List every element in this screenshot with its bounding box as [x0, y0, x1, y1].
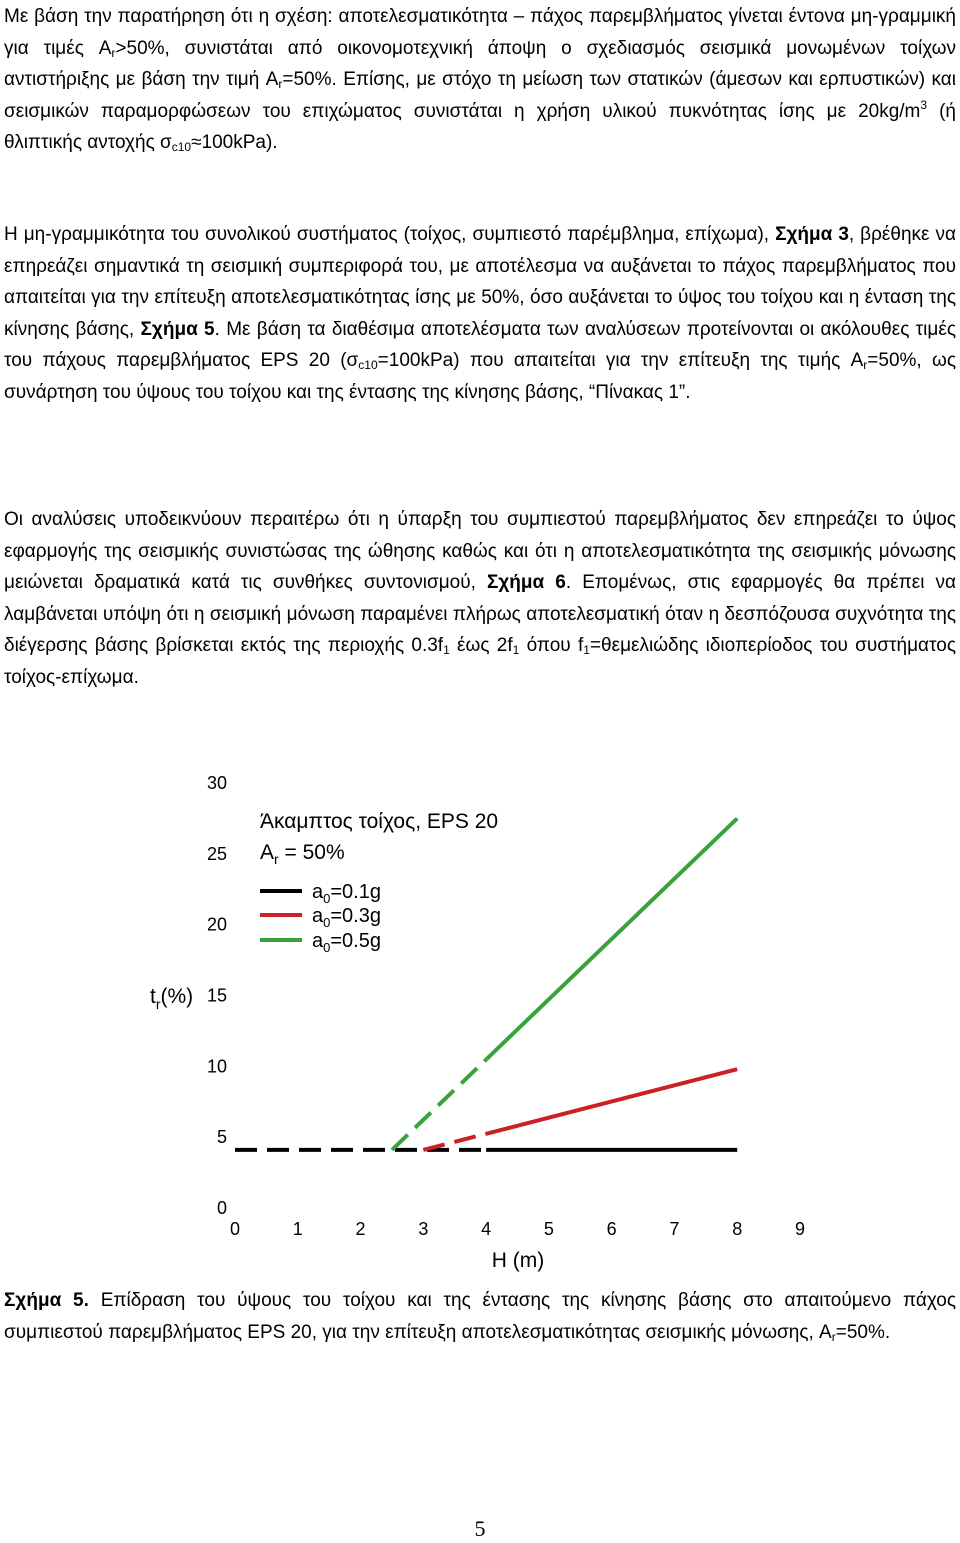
y-tick-label: 5: [216, 1127, 227, 1148]
superscript: 3: [920, 97, 928, 112]
subscript: r: [831, 1329, 836, 1344]
text-run: =50%.: [835, 1321, 891, 1343]
figure-reference: Σχήμα 3: [775, 224, 849, 245]
chart-annotation-ar: $A_r = 50\%$: [260, 841, 345, 867]
y-tick-label: 15: [206, 985, 227, 1006]
x-tick-label: 8: [732, 1219, 743, 1239]
subscript: c10: [171, 140, 192, 154]
chart-figure: [140, 770, 820, 1275]
series-line-dashed: [423, 1134, 486, 1150]
subscript: r: [863, 358, 868, 372]
legend: [260, 881, 381, 955]
text-run: , βρέθηκε να επηρεάζει σημαντικά τη σεισμική συμπεριφορά του, με αποτέλεσμα να αυξάνεται το πάχος παρεμβλήματος που απαιτείται για την επίτευξη αποτελεσματικότητας ίσης με 50%, όσο αυξάνεται το ύψος του τοίχου και η ένταση της κίνησης βάσης,: [4, 224, 956, 340]
subscript: 1: [583, 643, 590, 657]
subscript: 1: [512, 643, 520, 657]
subscript: r: [111, 45, 116, 60]
text-run: (ή θλιπτικής αντοχής σ: [4, 100, 956, 153]
x-axis-label: H (m): [491, 1249, 545, 1272]
x-tick-label: 0: [229, 1219, 241, 1239]
text-run: Επίδραση του ύψους του τοίχου και της έντασης της κίνησης βάσης στο απαιτούμενο πάχος συμπιεστού παρεμβλήματος EPS 20, για την επίτευξη αποτελεσματικότητας σεισμικής μόνωσης, A: [4, 1290, 957, 1343]
y-axis-label: $t_r(\%)$: [150, 985, 194, 1012]
legend-label: $a_0=0.5g$: [312, 930, 381, 955]
x-tick-label: 2: [355, 1219, 366, 1239]
page-number: 5: [474, 1516, 486, 1541]
caption-label: Σχήμα 5.: [4, 1290, 89, 1311]
x-tick-label: 1: [292, 1219, 303, 1239]
text-run: >50%, συνιστάται από οικονομοτεχνική άποψη ο σχεδιασμός σεισμικά μονωμένων τοίχων αντιστήριξης με βάση την τιμή A: [4, 37, 956, 90]
paragraph-3: [4, 504, 956, 693]
text-run: έως 2f: [449, 635, 513, 656]
text-run: όπου f: [519, 635, 584, 656]
paragraph-2: [4, 219, 956, 408]
legend-label: $a_0=0.1g$: [312, 881, 381, 906]
text-run: . Με βάση τα διαθέσιμα αποτελέσματα των αναλύσεων προτείνονται οι ακόλουθες τιμές του πάχους παρεμβλήματος EPS 20 (σ: [4, 318, 956, 371]
text-run: Με βάση την παρατήρηση ότι η σχέση: αποτελεσματικότητα – πάχος παρεμβλήματος γίνεται έντονα μη-γραμμική για τιμές A: [4, 6, 956, 59]
figure-reference: Σχήμα 5: [140, 318, 215, 340]
paragraph-1: [4, 1, 956, 159]
figure-caption: [4, 1285, 956, 1348]
text-run: Οι αναλύσεις υποδεικνύουν περαιτέρω ότι η ύπαρξη του συμπιεστού παρεμβλήματος δεν επηρεάζει το ύψος εφαρμογής της σεισμικής συνιστώσας της ώθησης καθώς και ότι η αποτελεσματικότητα της σεισμικής μόνωσης μειώνεται δραματικά κατά τις συνθήκες συντονισμού,: [4, 509, 956, 593]
y-tick-label: 10: [206, 1056, 227, 1077]
legend-label: $a_0=0.3g$: [312, 905, 381, 930]
y-tick-label: 20: [206, 914, 227, 935]
x-tick-label: 4: [481, 1219, 492, 1239]
series-line: [486, 1069, 737, 1134]
chart-series: [235, 818, 737, 1149]
text-run: =50%, ως συνάρτηση του ύψους του τοίχου και της έντασης της κίνησης βάσης, “Πίνακας 1”.: [4, 350, 956, 403]
text-run: =50%. Επίσης, με στόχο τη μείωση των στατικών (άμεσων και ερπυστικών) και σεισμικών παραμορφώσεων του επιχώματος συνιστάται η χρήση υλικού πυκνότητας ίσης με 20kg/m: [4, 69, 956, 122]
text-run: . Επομένως, στις εφαρμογές θα πρέπει να λαμβάνεται υπόψη ότι η σεισμική μόνωση παραμένει πλήρως αποτελεσματική όταν η δεσπόζουσα συχνότητα της διέγερσης βάσης βρίσκεται εκτός της περιοχής 0.3f: [4, 572, 956, 656]
chart-annotation-title: Άκαμπτος τοίχος, EPS 20: [260, 810, 499, 833]
subscript: c10: [358, 358, 378, 372]
y-tick-label: 0: [216, 1198, 227, 1218]
x-tick-label: 6: [606, 1219, 617, 1239]
x-tick-label: 5: [543, 1219, 554, 1239]
figure-reference: Σχήμα 6: [486, 572, 566, 593]
subscript: r: [278, 77, 283, 91]
x-tick-label: 9: [794, 1219, 806, 1239]
text-run: =100kPa) που απαιτείται για την επίτευξη της τιμής A: [377, 350, 864, 371]
subscript: 1: [443, 643, 450, 657]
y-tick-label: 25: [206, 843, 227, 864]
series-line: [486, 818, 737, 1059]
text-run: ≈100kPa).: [191, 132, 278, 153]
x-tick-label: 7: [669, 1219, 680, 1239]
text-run: Η μη-γραμμικότητα του συνολικού συστήματος (τοίχος, συμπιεστό παρέμβλημα, επίχωμα),: [4, 224, 770, 245]
text-run: =θεμελιώδης ιδιοπερίοδος του συστήματος τοίχος-επίχωμα.: [4, 635, 956, 688]
y-tick-label: 30: [206, 773, 227, 793]
x-tick-label: 3: [418, 1219, 429, 1239]
